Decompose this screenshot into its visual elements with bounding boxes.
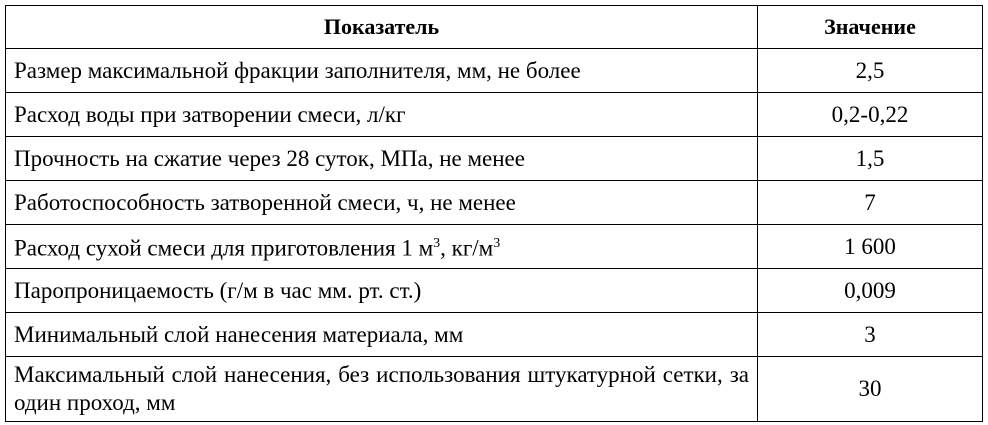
row-value: 0,2-0,22 <box>758 93 983 137</box>
row-value: 2,5 <box>758 49 983 93</box>
row-parameter: Прочность на сжатие через 28 суток, МПа, не менее <box>6 137 758 181</box>
row-value: 7 <box>758 181 983 225</box>
table-row <box>6 269 983 313</box>
table-row <box>6 93 983 137</box>
row-value: 3 <box>758 313 983 357</box>
superscript-exponent: 3 <box>433 236 441 252</box>
row-parameter: Паропроницаемость (г/м в час мм. рт. ст.) <box>6 269 758 313</box>
table-row <box>6 313 983 357</box>
row-parameter-text: , кг/м <box>440 235 494 261</box>
row-value: 1,5 <box>758 137 983 181</box>
row-value: 30 <box>758 357 983 422</box>
header-value: Значение <box>758 6 983 49</box>
row-parameter: Работоспособность затворенной смеси, ч, не менее <box>6 181 758 225</box>
row-parameter-text: Расход сухой смеси для приготовления 1 м <box>14 235 434 261</box>
table-row <box>6 49 983 93</box>
table-row <box>6 357 983 422</box>
row-parameter: Размер максимальной фракции заполнителя, мм, не более <box>6 49 758 93</box>
row-parameter <box>6 225 758 269</box>
header-parameter: Показатель <box>6 6 758 49</box>
superscript-exponent: 3 <box>493 236 501 252</box>
table-row <box>6 181 983 225</box>
table-row <box>6 137 983 181</box>
row-parameter: Максимальный слой нанесения, без использования штукатурной сетки, за один проход, мм <box>6 357 758 422</box>
row-parameter: Минимальный слой нанесения материала, мм <box>6 313 758 357</box>
row-parameter: Расход воды при затворении смеси, л/кг <box>6 93 758 137</box>
table-row <box>6 225 983 269</box>
table-header-row <box>6 6 983 49</box>
properties-table <box>5 5 983 422</box>
row-value: 1 600 <box>758 225 983 269</box>
row-value: 0,009 <box>758 269 983 313</box>
